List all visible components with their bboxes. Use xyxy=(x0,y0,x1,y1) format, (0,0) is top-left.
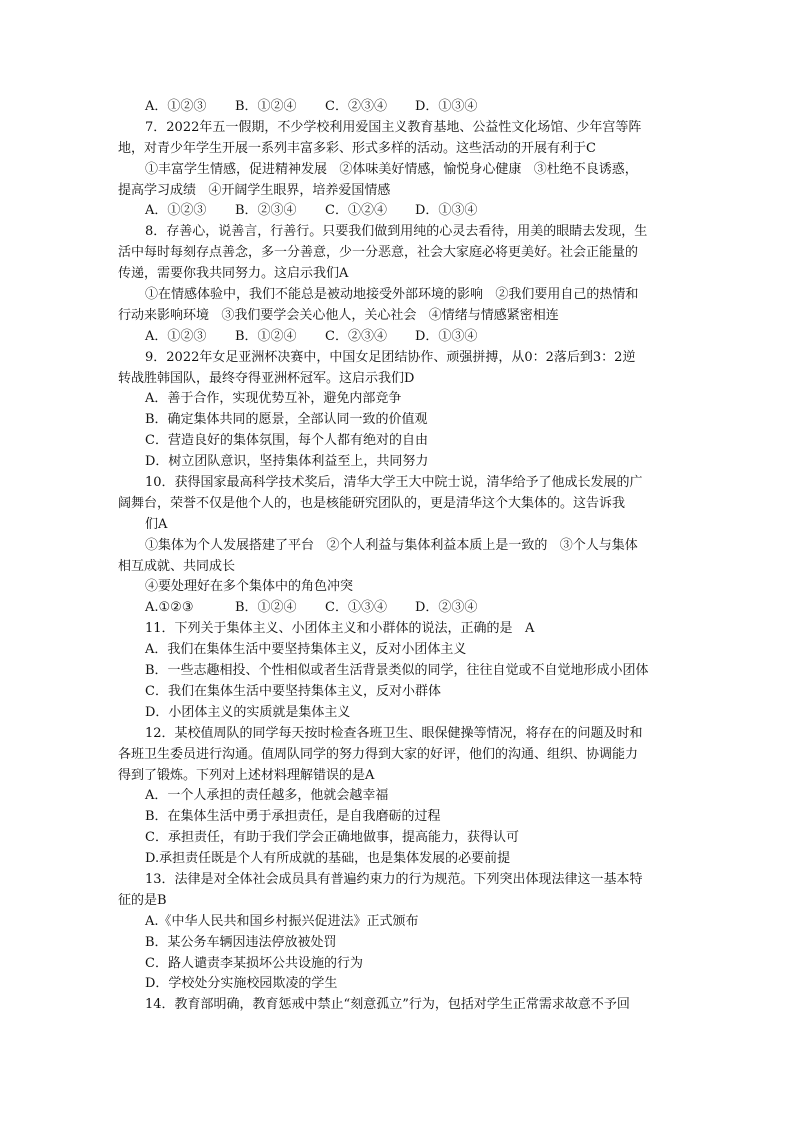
text-line: 传递，需要你我共同努力。这启示我们A xyxy=(118,266,349,282)
answer-option: C．②③④ xyxy=(325,99,387,114)
text-line: 8．存善心，说善言，行善行。只要我们做到用纯的心灵去看待，用美的眼睛去发现，生 xyxy=(145,224,648,240)
text-line: 相互成就、共同成长 xyxy=(118,558,236,574)
text-line: 提高学习成绩 ④开阔学生眼界，培养爱国情感 xyxy=(118,182,391,198)
text-line: 活中每时每刻存点善念，多一分善意，少一分恶意，社会大家庭必将更美好。社会正能量的 xyxy=(118,245,639,261)
text-line: 10．获得国家最高科学技术奖后，清华大学王大中院士说，清华给予了他成长发展的广 xyxy=(145,475,643,491)
text-line: B．某公务车辆因违法停放被处罚 xyxy=(145,934,337,950)
answer-options-line xyxy=(118,598,680,619)
text-line: ④要处理好在多个集体中的角色冲突 xyxy=(145,579,354,595)
text-line: 9．2022年女足亚洲杯决赛中，中国女足团结协作、顽强拼搏，从0：2落后到3：2逆 xyxy=(145,349,636,365)
answer-options-line xyxy=(118,97,680,118)
answer-option: D．①③④ xyxy=(415,99,478,114)
text-line: A．我们在集体生活中要坚持集体主义，反对小团体主义 xyxy=(145,642,467,658)
answer-option: C．②③④ xyxy=(325,328,387,344)
text-line: D．学校处分实施校园欺凌的学生 xyxy=(145,976,338,992)
text-line: C．承担责任，有助于我们学会正确地做事，提高能力，获得认可 xyxy=(145,830,519,846)
answer-option: D．②③④ xyxy=(415,600,478,616)
text-line: A.《中华人民共和国乡村振兴促进法》正式颁布 xyxy=(145,913,419,929)
text-line: C．路人谴责李某损坏公共设施的行为 xyxy=(145,955,363,971)
text-line: 得到了锻炼。下列对上述材料理解错误的是A xyxy=(118,767,375,783)
answer-option: A.①②③ xyxy=(145,600,194,616)
answer-option: C．①②④ xyxy=(325,203,387,219)
answer-option: B．①②④ xyxy=(235,600,297,616)
answer-option: A．①②③ xyxy=(145,99,207,114)
text-line: 征的是B xyxy=(118,892,167,908)
text-line: 各班卫生委员进行沟通。值周队同学的努力得到大家的好评，他们的沟通、组织、协调能力 xyxy=(118,746,639,762)
text-line: C．我们在集体生活中要坚持集体主义，反对小群体 xyxy=(145,683,441,699)
document-page xyxy=(118,97,680,1016)
answer-option: D．①③④ xyxy=(415,203,478,219)
text-line: 7．2022年五一假期，不少学校利用爱国主义教育基地、公益性文化场馆、少年宫等阵 xyxy=(145,119,642,135)
text-line: ①集体为个人发展搭建了平台 ②个人利益与集体利益本质上是一致的 ③个人与集体 xyxy=(145,537,638,553)
text-line: 地，对青少年学生开展一系列丰富多彩、形式多样的活动。这些活动的开展有利于C xyxy=(118,140,596,156)
text-line: B．在集体生活中勇于承担责任，是自我磨砺的过程 xyxy=(145,809,441,825)
answer-option: A．①②③ xyxy=(145,203,207,219)
answer-option: B．①②④ xyxy=(235,99,297,114)
text-line: 阔舞台，荣誉不仅是他个人的，也是核能研究团队的，更是清华这个大集体的。这告诉我 xyxy=(118,495,626,511)
text-line: 行动来影响环境 ③我们要学会关心他人，关心社会 ④情绪与情感紧密相连 xyxy=(118,307,559,323)
answer-option: A．①②③ xyxy=(145,328,207,344)
text-line: ①在情感体验中，我们不能总是被动地接受外部环境的影响 ②我们要用自己的热情和 xyxy=(145,287,639,303)
text-line: 11．下列关于集体主义、小团体主义和小群体的说法，正确的是 A xyxy=(145,621,535,637)
text-line: A．一个人承担的责任越多，他就会越幸福 xyxy=(145,788,389,804)
answer-option: D．①③④ xyxy=(415,328,478,344)
text-line: B．确定集体共同的愿景，全部认同一致的价值观 xyxy=(145,412,428,428)
text-line: C．营造良好的集体氛围，每个人都有绝对的自由 xyxy=(145,433,428,449)
answer-option: B．①②④ xyxy=(235,328,297,344)
text-line: 转战胜韩国队，最终夺得亚洲杯冠军。这启示我们D xyxy=(118,370,415,386)
answer-options-line xyxy=(118,201,680,222)
text-line: 们A xyxy=(145,516,168,532)
text-line: D．树立团队意识，坚持集体利益至上，共同努力 xyxy=(145,454,429,470)
text-line: 12．某校值周队的同学每天按时检查各班卫生、眼保健操等情况，将存在的问题及时和 xyxy=(145,725,643,741)
text-line: 14．教育部明确，教育惩戒中禁止“刻意孤立”行为，包括对学生正常需求故意不予回 xyxy=(145,997,630,1013)
answer-option: B．②③④ xyxy=(235,203,297,219)
answer-options-line xyxy=(118,327,680,348)
text-line: 13．法律是对全体社会成员具有普遍约束力的行为规范。下列突出体现法律这一基本特 xyxy=(145,871,643,887)
text-line: ①丰富学生情感，促进精神发展 ②体味美好情感，愉悦身心健康 ③杜绝不良诱惑， xyxy=(145,161,638,177)
text-line: A．善于合作，实现优势互补，避免内部竞争 xyxy=(145,391,402,407)
text-line: D.承担责任既是个人有所成就的基础，也是集体发展的必要前提 xyxy=(145,851,511,867)
text-line: B．一些志趣相投、个性相似或者生活背景类似的同学，往往自觉或不自觉地形成小团体 xyxy=(145,663,649,679)
answer-option: C．①③④ xyxy=(325,600,387,616)
text-line: D．小团体主义的实质就是集体主义 xyxy=(145,704,351,720)
